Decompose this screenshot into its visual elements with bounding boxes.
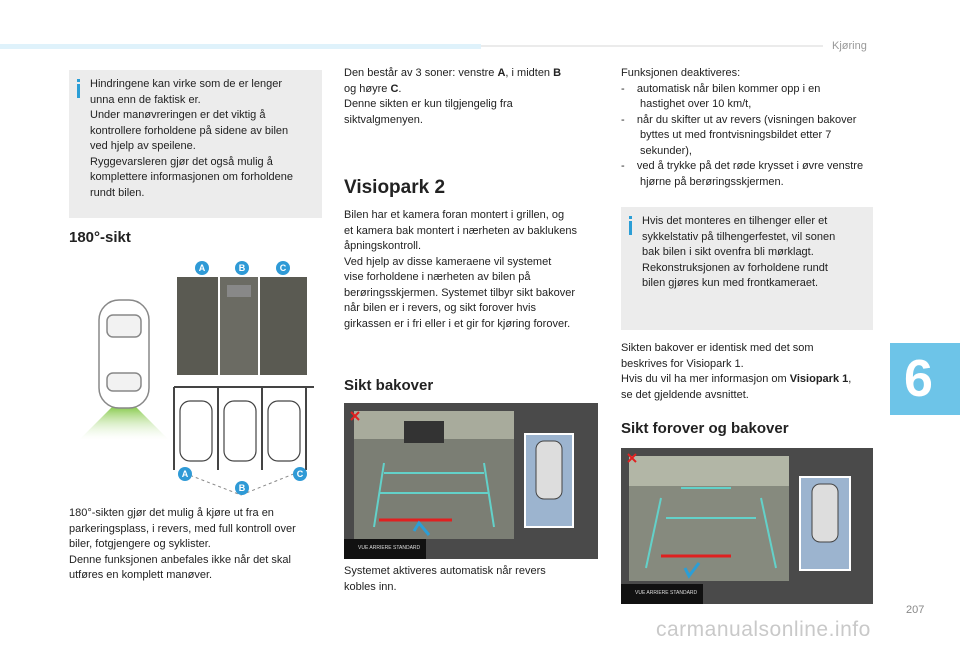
heading-front-rear-view: Sikt forover og bakover	[621, 420, 789, 437]
rear-view-screen-label: VUE ARRIERE STANDARD	[358, 545, 421, 551]
chapter-title: Kjøring	[832, 40, 867, 52]
info-icon	[629, 216, 632, 219]
text-rear-view-caption: Systemet aktiveres automatisk når revers kobles inn.	[344, 565, 546, 593]
chapter-tab-number: 6	[904, 350, 933, 408]
info-icon	[77, 79, 80, 82]
text-rear-view-identical: Sikten bakover er identisk med det som beskrives for Visiopark 1. Hvis du vil ha mer informasjon om Visiopark 1, se det gjeldende avsnittet.	[621, 342, 852, 401]
front-rear-view-screen-label: VUE ARRIERE STANDARD	[635, 590, 698, 596]
page-number: 207	[906, 604, 925, 616]
text-zones-intro: Den består av 3 soner: venstre A, i midten B og høyre C. Denne sikten er kun tilgjengelig fra siktvalgmenyen.	[344, 67, 562, 126]
chapter-tab	[890, 343, 960, 415]
heading-visiopark-2: Visiopark 2	[344, 177, 446, 198]
rear-camera-image	[344, 403, 598, 559]
info-icon-bar	[77, 84, 80, 98]
zone-label-a-bottom: A	[178, 467, 192, 481]
header-bar-accent	[0, 44, 481, 49]
info-box-obstacles	[69, 70, 322, 218]
text-visiopark-2-description: Bilen har et kamera foran montert i grillen, og et kamera bak montert i nærheten av baklukens åpningskontroll. Ved hjelp av disse kameraene vil systemet vise forholdene i nærheten av bilen på berøringsskjermen. Systemet tilbyr sikt bakover når bilen er i revers, og sikt forover hvis girkassen er i fri eller i et gir for kjøring forover.	[344, 209, 577, 330]
info-icon-bar	[629, 221, 632, 235]
header-bar-line	[481, 45, 823, 47]
text-deactivation: Funksjonen deaktiveres: - automatisk når bilen kommer opp i en hastighet over 10 km/t, - når du skifter ut av revers (visningen bakover byttes ut med frontvisningsbildet etter 7 sekunder), - ved å trykke på det røde krysset i øvre venstre hjørne på berøringsskjermen.	[621, 67, 864, 188]
zone-label-c-bottom: C	[293, 467, 307, 481]
info-text: Hvis det monteres en tilhenger eller et sykkelstativ på tilhengerfestet, vil sonen bak bilen i sikt ovenfra bli mørklagt. Rekonstruksjonen av forholdene rundt bilen gjøres kun med frontkameraet.	[642, 215, 836, 289]
text-180-description: 180°-sikten gjør det mulig å kjøre ut fra en parkeringsplass, i revers, med full kontroll over biler, fotgjengere og syklister. Denne funksjonen anbefales ikke når det skal utføres en komplett manøver.	[69, 507, 296, 581]
zone-label-b-top: B	[235, 261, 249, 275]
zone-label-b-bottom: B	[235, 481, 249, 495]
front-camera-image	[621, 448, 873, 604]
watermark: carmanualsonline.info	[656, 618, 871, 641]
heading-180-view: 180°-sikt	[69, 229, 131, 246]
front-rear-view-screen	[621, 448, 873, 604]
car-top-view	[99, 300, 149, 408]
info-box-trailer	[621, 207, 873, 330]
zone-label-a-top: A	[195, 261, 209, 275]
info-text: Hindringene kan virke som de er lenger unna enn de faktisk er. Under manøvreringen er det viktig å kontrollere forholdene på sidene av bilen ved hjelp av speilene. Ryggevarsleren gjør det også mulig å komplettere informasjonen om forholdene rundt bilen.	[90, 78, 294, 199]
heading-rear-view: Sikt bakover	[344, 377, 434, 394]
rear-view-screen	[344, 403, 598, 559]
illustration-180-view	[69, 255, 322, 500]
zone-label-c-top: C	[276, 261, 290, 275]
